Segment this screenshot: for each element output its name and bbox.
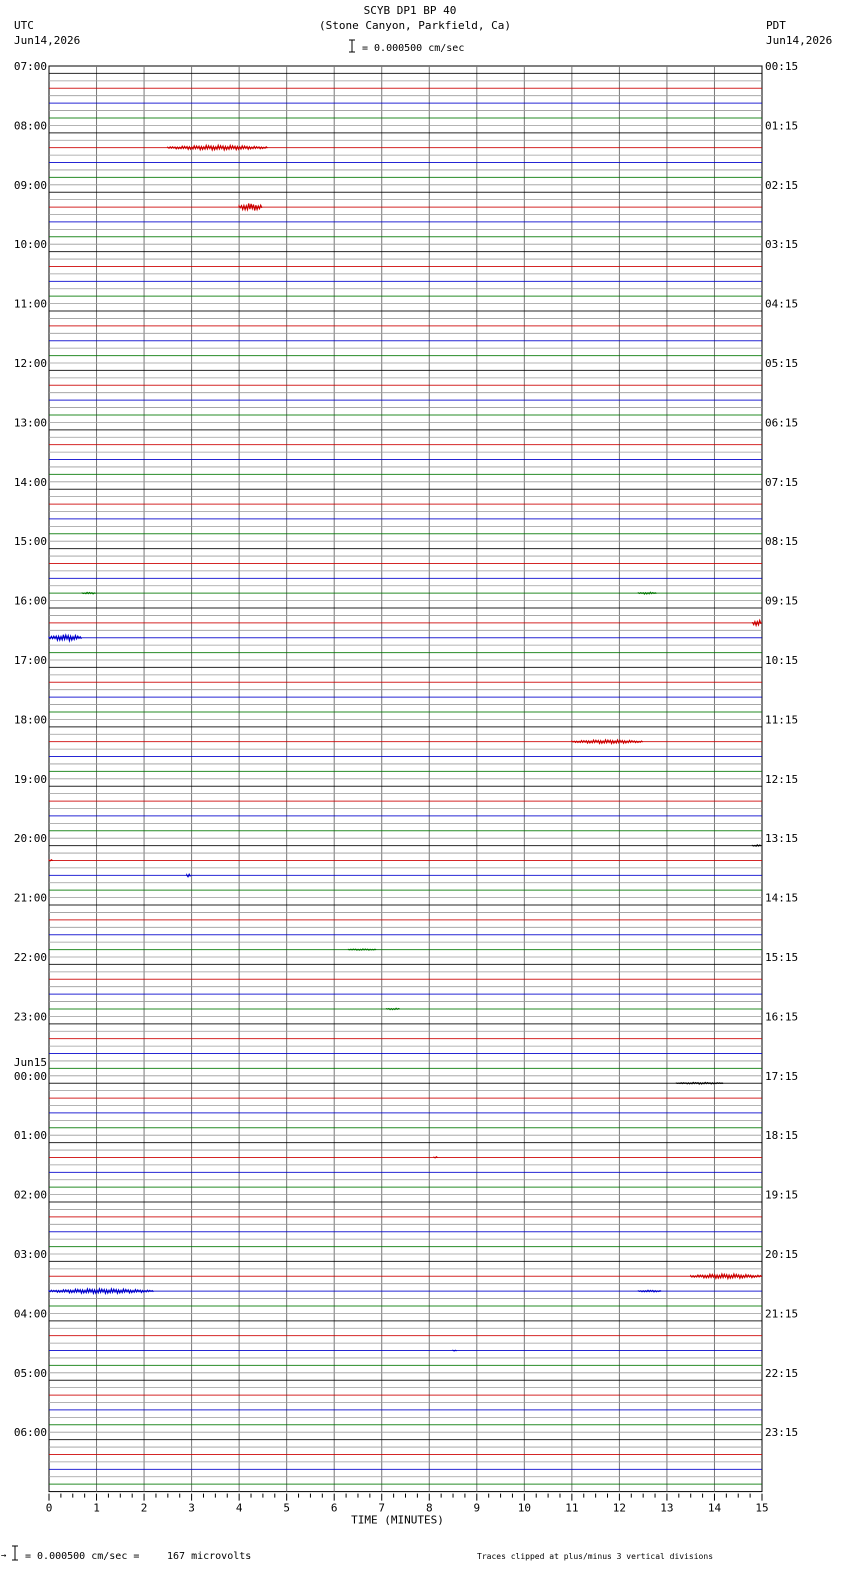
seismic-event: [638, 592, 656, 594]
x-tick-label: 6: [330, 1501, 338, 1515]
x-tick-label: 7: [378, 1501, 386, 1515]
utc-hour-label: 22:00: [13, 951, 47, 964]
pdt-hour-label: 14:15: [765, 891, 799, 905]
pdt-hour-label: 23:15: [765, 1426, 799, 1440]
footer-microvolts: 167 microvolts: [167, 1551, 252, 1562]
utc-hour-label: 04:00: [13, 1307, 47, 1321]
pdt-hour-label: 02:15: [765, 178, 799, 192]
pdt-hour-label: 05:15: [765, 357, 799, 370]
utc-hour-label: 20:00: [13, 832, 47, 846]
seismic-event: [691, 1274, 762, 1278]
pdt-hour-label: 20:15: [765, 1248, 799, 1261]
x-tick-label: 4: [235, 1501, 243, 1515]
utc-hour-label: 15:00: [13, 535, 47, 549]
pdt-hour-label: 09:15: [765, 594, 799, 608]
scale-label: = 0.000500 cm/sec: [362, 43, 465, 54]
pdt-hour-label: 16:15: [765, 1010, 799, 1024]
plot-grid: [49, 66, 762, 1492]
right-time-labels: [765, 60, 798, 1439]
utc-hour-label: 00:00: [13, 1069, 47, 1083]
pdt-hour-label: 06:15: [765, 416, 799, 430]
pdt-hour-label: 01:15: [765, 119, 799, 133]
utc-hour-label: 03:00: [13, 1248, 47, 1261]
utc-hour-label: 08:00: [13, 119, 47, 133]
utc-hour-label: 07:00: [13, 60, 47, 73]
utc-hour-label: 12:00: [13, 357, 47, 370]
pdt-hour-label: 07:15: [765, 475, 799, 489]
seismic-event: [453, 1350, 457, 1351]
utc-hour-label: 11:00: [13, 297, 47, 311]
pdt-hour-label: 21:15: [765, 1307, 799, 1321]
utc-hour-label: 05:00: [13, 1366, 47, 1380]
utc-hour-label: 23:00: [13, 1010, 47, 1024]
pdt-hour-label: 18:15: [765, 1129, 799, 1143]
x-tick-label: 0: [45, 1501, 53, 1515]
seismic-event: [434, 1157, 438, 1158]
pdt-hour-label: 04:15: [765, 297, 799, 311]
seismic-event: [187, 874, 191, 876]
x-tick-label: 8: [425, 1501, 433, 1515]
utc-hour-label: 06:00: [13, 1426, 47, 1440]
pdt-hour-label: 15:15: [765, 951, 799, 964]
pdt-hour-label: 17:15: [765, 1069, 799, 1083]
pdt-hour-label: 22:15: [765, 1366, 799, 1380]
x-tick-label: 15: [755, 1501, 769, 1515]
utc-hour-label: 10:00: [13, 238, 47, 252]
seismic-event: [168, 145, 268, 150]
x-tick-label: 10: [517, 1501, 531, 1515]
utc-hour-label: 16:00: [13, 594, 47, 608]
seismic-event: [349, 949, 377, 950]
x-tick-label: 1: [93, 1501, 100, 1515]
pdt-hour-label: 00:15: [765, 60, 799, 73]
pdt-hour-label: 03:15: [765, 238, 799, 252]
seismic-event: [638, 1290, 661, 1292]
seismic-event: [239, 204, 262, 211]
x-tick-label: 12: [612, 1501, 627, 1515]
x-tick-label: 13: [660, 1501, 674, 1515]
pdt-hour-label: 19:15: [765, 1188, 799, 1202]
x-tick-label: 2: [140, 1501, 148, 1515]
x-tick-label: 5: [283, 1501, 290, 1515]
utc-hour-label: 18:00: [13, 713, 47, 727]
utc-hour-label: 02:00: [13, 1188, 47, 1202]
chart-title: SCYB DP1 BP 40: [363, 4, 457, 17]
utc-hour-label: 19:00: [13, 772, 47, 786]
utc-date-label: Jun15: [13, 1055, 47, 1069]
pdt-hour-label: 10:15: [765, 654, 799, 667]
pdt-hour-label: 12:15: [765, 772, 799, 786]
seismic-event: [387, 1008, 400, 1009]
utc-hour-label: 21:00: [13, 891, 47, 905]
seismic-event: [49, 860, 53, 861]
right-date: Jun14,2026: [766, 34, 833, 47]
x-tick-label: 14: [707, 1501, 722, 1515]
scale-bar-icon: [349, 40, 355, 52]
x-tick-label: 3: [188, 1501, 195, 1515]
footer-scale-text: = 0.000500 cm/sec =: [25, 1551, 140, 1562]
pdt-hour-label: 13:15: [765, 832, 799, 846]
chart-subtitle: (Stone Canyon, Parkfield, Ca): [318, 19, 512, 32]
utc-hour-label: 01:00: [13, 1129, 47, 1143]
seismic-event: [49, 1289, 153, 1293]
x-axis: [46, 1494, 769, 1527]
x-tick-label: 11: [565, 1501, 579, 1515]
utc-hour-label: 13:00: [13, 416, 47, 430]
left-time-labels: [14, 60, 47, 1439]
footer-scale-prefix: →: [1, 1551, 7, 1561]
pdt-hour-label: 11:15: [765, 713, 799, 727]
right-timezone: PDT: [766, 19, 786, 32]
left-date: Jun14,2026: [14, 34, 81, 47]
x-tick-label: 9: [473, 1501, 481, 1515]
utc-hour-label: 17:00: [13, 654, 47, 667]
footer-scale-bar-icon: [12, 1546, 18, 1560]
pdt-hour-label: 08:15: [765, 535, 799, 549]
seismic-event: [753, 621, 761, 626]
left-timezone: UTC: [14, 19, 34, 32]
seismic-event: [572, 740, 643, 744]
utc-hour-label: 09:00: [13, 178, 47, 192]
footer-clip-note: Traces clipped at plus/minus 3 vertical divisions: [477, 1552, 714, 1561]
x-axis-label: TIME (MINUTES): [351, 1513, 444, 1527]
utc-hour-label: 14:00: [13, 475, 47, 489]
